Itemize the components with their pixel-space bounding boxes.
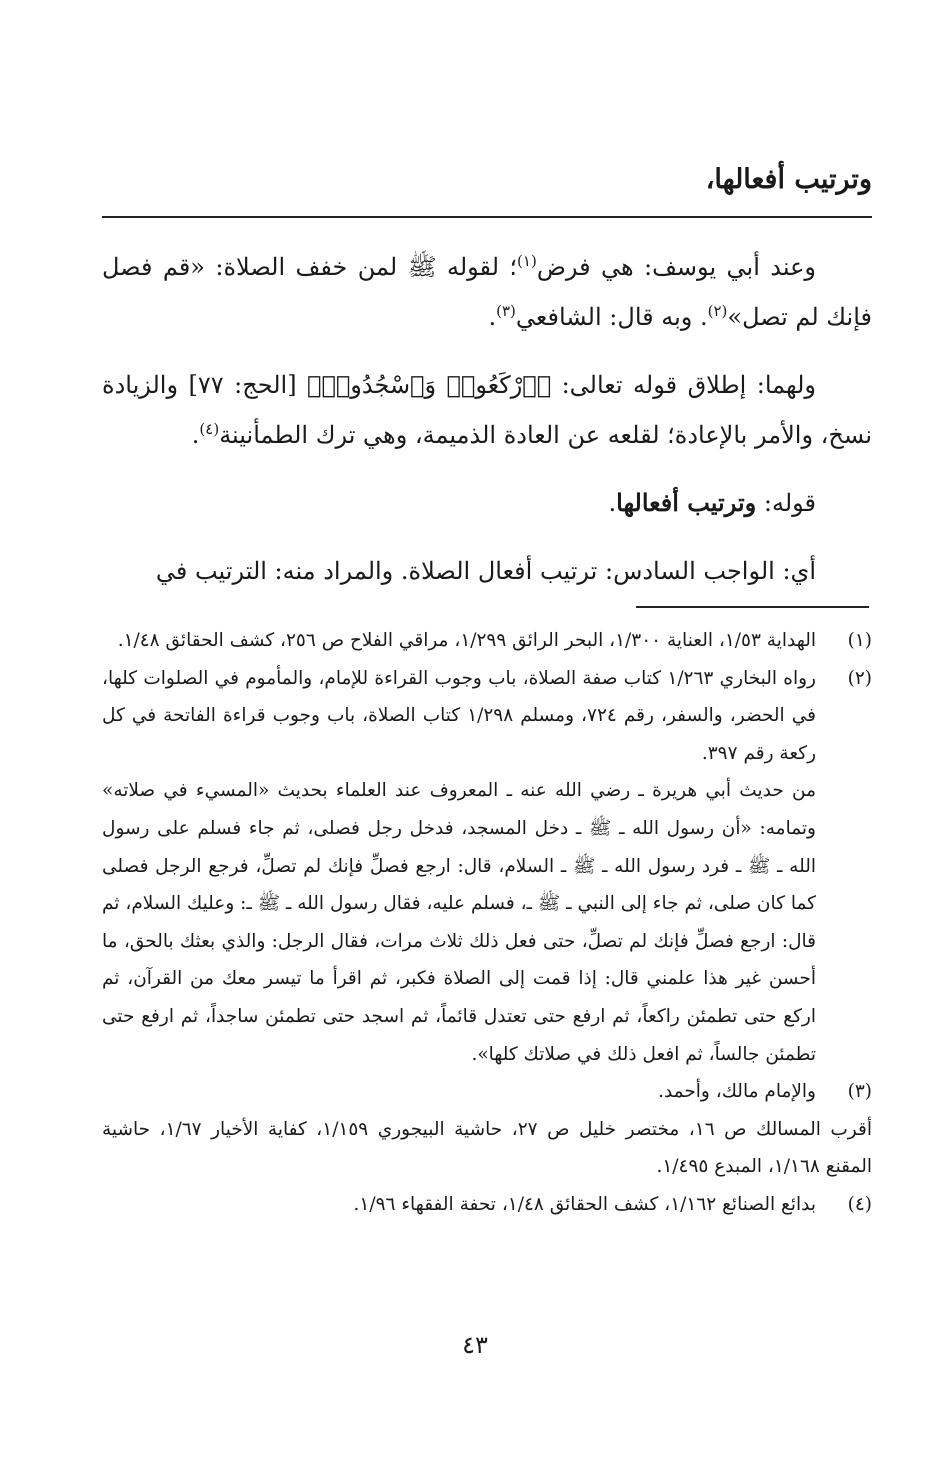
paragraph-3 — [102, 478, 872, 528]
main-text — [102, 242, 872, 614]
page-number: ٤٣ — [462, 1331, 488, 1359]
p1-text-a: وعند أبي يوسف: هي فرض — [536, 253, 817, 281]
footnote-2-continuation: من حديث أبي هريرة ـ رضي الله عنه ـ المعروف عند العلماء بحديث «المسيء في صلاته» وتمامه: «أن رسول الله ـ ﷺ ـ دخل المسجد، فدخل رجل فصلى، ثم جاء فسلم على رسول الله ـ ﷺ ـ فرد رسول الله ـ ﷺ ـ السلام، قال: ارجع فصلِّ فإنك لم تصلِّ، فرجع الرجل فصلى كما كان صلى، ثم جاء إلى النبي ـ ﷺ ـ، فسلم عليه، فقال رسول الله ـ ﷺ ـ: وعليك السلام، ثم قال: ارجع فصلِّ فإنك لم تصلِّ، حتى فعل ذلك ثلاث مرات، فقال الرجل: والذي بعثك بالحق، ما أحسن غير هذا علمني قال: إذا قمت إلى الصلاة فكبر، ثم اقرأ ما تيسر معك من القرآن، ثم اركع حتى تطمئن راكعاً، ثم ارفع حتى تعتدل قائماً، ثم اسجد حتى تطمئن ساجداً، ثم ارفع حتى تطمئن جالساً، ثم افعل ذلك في صلاتك كلها». — [102, 780, 816, 1065]
footnote-ref-2[interactable]: (٢) — [707, 302, 728, 320]
running-head: وترتيب أفعالها، — [705, 164, 872, 195]
footnote-ref-4[interactable]: (٤) — [199, 420, 220, 438]
paragraph-2 — [102, 360, 872, 460]
footnote-ref-1[interactable]: (١) — [517, 252, 537, 270]
footnote-4 — [102, 1186, 872, 1224]
footnote-number: (٣) — [847, 1081, 872, 1103]
footnotes — [102, 622, 872, 1224]
p3-prefix: قوله: — [763, 489, 816, 517]
footnote-separator — [636, 606, 869, 608]
footnote-text: الهداية ١/٥٣، العناية ١/٣٠٠، البحر الرائق ١/٢٩٩، مراقي الفلاح ص ٢٥٦، كشف الحقائق ١/٤٨. — [117, 630, 816, 651]
paragraph-4: أي: الواجب السادس: ترتيب أفعال الصلاة. والمراد منه: الترتيب في — [155, 557, 816, 585]
footnote-3 — [102, 1073, 872, 1111]
p2-text-b: . — [191, 421, 200, 449]
footnote-2 — [102, 660, 872, 773]
p3-bold-heading: وترتيب أفعالها — [616, 488, 757, 517]
footnote-text: رواه البخاري ١/٢٦٣ كتاب صفة الصلاة، باب وجوب القراءة للإمام، والمأموم في الصلوات كلها، في الحضر، والسفر، رقم ٧٢٤، ومسلم ١/٢٩٨ كتاب الصلاة، باب وجوب قراءة الفاتحة في كل ركعة رقم ٣٩٧. — [102, 667, 816, 764]
footnote-3-continuation: أقرب المسالك ص ١٦، مختصر خليل ص ٢٧، حاشية البيجوري ١/١٥٩، كفاية الأخيار ١/٦٧، حاشية المقنع ١/١٦٨، المبدع ١/٤٩٥. — [102, 1118, 872, 1178]
footnote-text: والإمام مالك، وأحمد. — [658, 1081, 816, 1103]
header-rule — [102, 216, 872, 218]
p2-text-a: ولهما: إطلاق قوله تعالى: ﴿ٱرْكَعُوا۟ وَٱسْجُدُوا۟﴾ [الحج: ٧٧] والزيادة نسخ، والأمر بالإعادة؛ لقلعه عن العادة الذميمة، وهي ترك الطمأنينة — [102, 371, 872, 449]
footnote-number: (١) — [847, 630, 872, 651]
p1-text-b: ؛ لقوله ﷺ لمن خفف الصلاة: «قم فصل فإنك لم تصل» — [102, 253, 872, 331]
footnote-number: (٢) — [847, 667, 872, 689]
footnote-number: (٤) — [847, 1193, 872, 1215]
p1-text-d: . — [488, 303, 497, 331]
footnote-text: بدائع الصنائع ١/١٦٢، كشف الحقائق ١/٤٨، تحفة الفقهاء ١/٩٦. — [353, 1193, 816, 1215]
p1-text-c: . وبه قال: الشافعي — [515, 303, 708, 331]
footnote-ref-3[interactable]: (٣) — [496, 302, 516, 320]
footnote-1 — [102, 622, 872, 660]
paragraph-1 — [102, 242, 872, 342]
p3-suffix: . — [608, 489, 617, 517]
